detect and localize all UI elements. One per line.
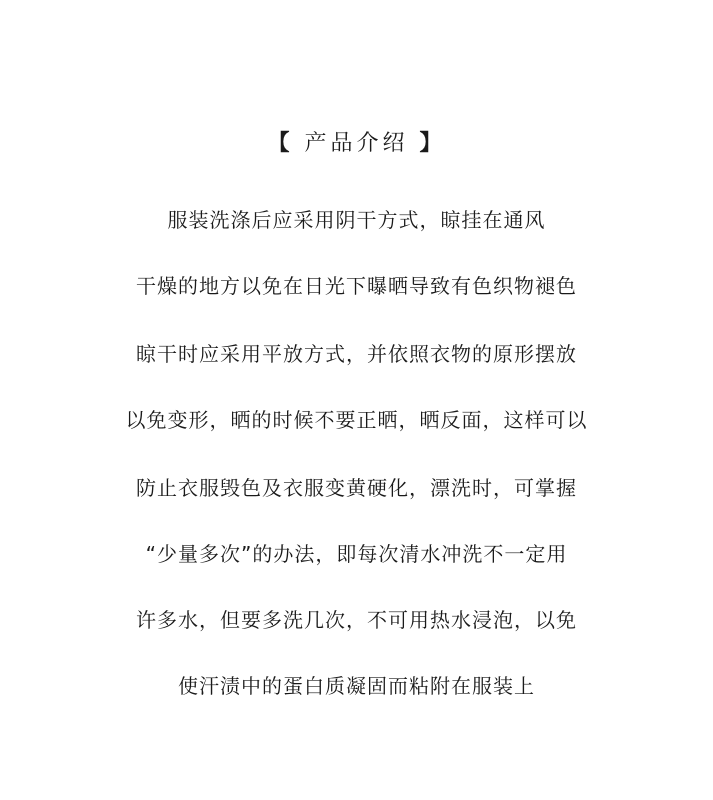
body-line-6: “少量多次”的办法，即每次清水冲洗不一定用 bbox=[145, 542, 568, 566]
body-line-3: 晾干时应采用平放方式，并依照衣物的原形摆放 bbox=[136, 342, 577, 366]
body-line-8: 使汗渍中的蛋白质凝固而粘附在服装上 bbox=[178, 674, 535, 698]
body-line-7: 许多水，但要多洗几次，不可用热水浸泡，以免 bbox=[136, 608, 577, 632]
close-bracket: 】 bbox=[419, 131, 446, 156]
body-line-4: 以免变形，晒的时候不要正晒，晒反面，这样可以 bbox=[125, 408, 588, 432]
body-line-2: 干燥的地方以免在日光下曝晒导致有色织物褪色 bbox=[136, 274, 577, 298]
open-bracket: 【 bbox=[267, 131, 294, 156]
section-title bbox=[0, 124, 713, 164]
body-line-5: 防止衣服毁色及衣服变黄硬化，漂洗时，可掌握 bbox=[136, 476, 577, 500]
body-line-1: 服装洗涤后应采用阴干方式，晾挂在通风 bbox=[167, 208, 546, 232]
section-title-text: 产品介绍 bbox=[304, 131, 409, 156]
